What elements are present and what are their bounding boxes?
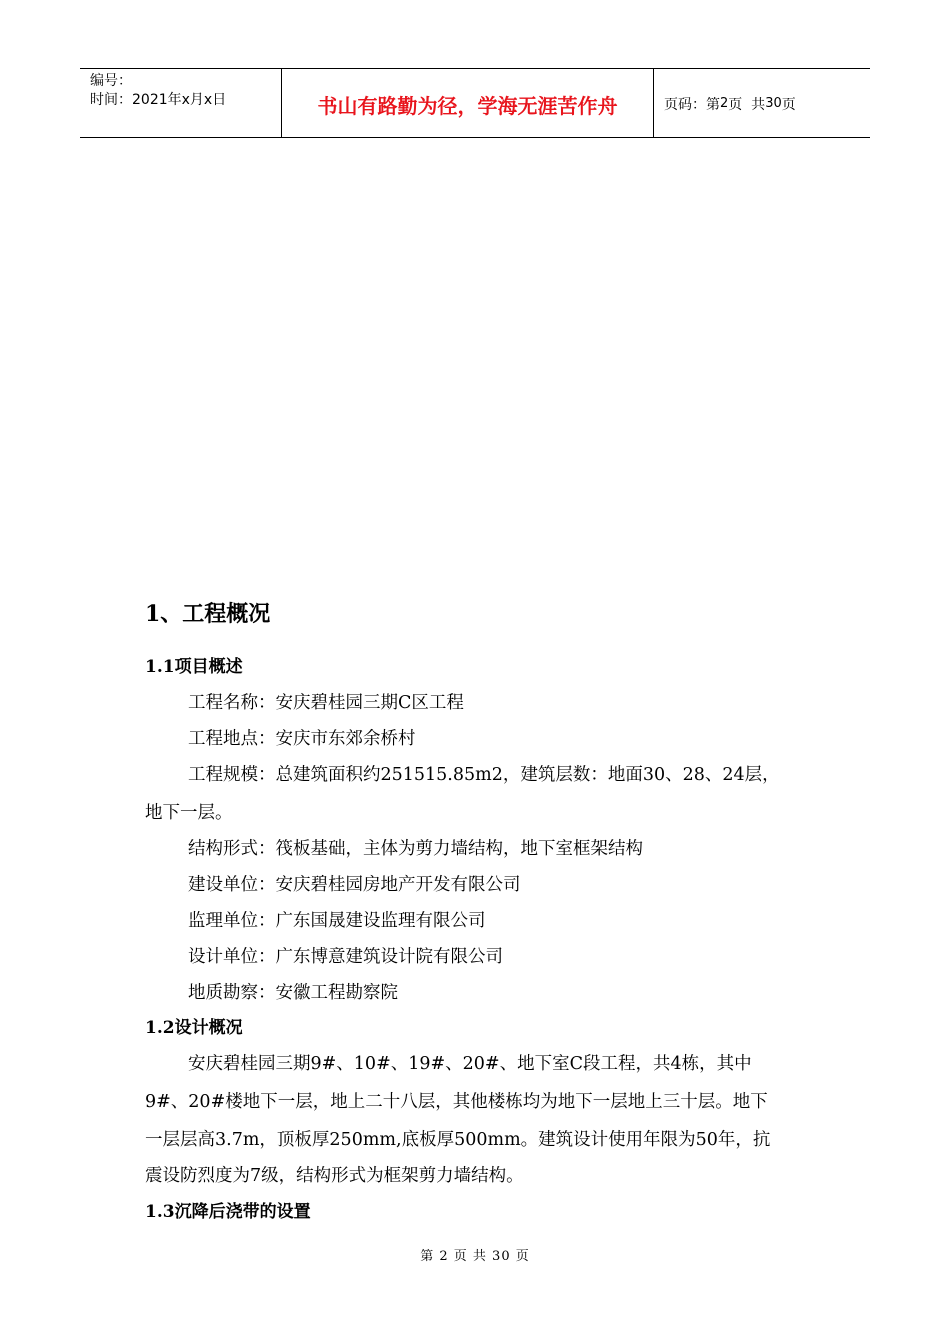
project-name: 工程名称：安庆碧桂园三期C区工程	[188, 693, 464, 713]
page-header	[80, 68, 870, 138]
design-paragraph-line: 9#、20#楼地下一层，地上二十八层，其他楼栋均为地下一层地上三十层。地下	[145, 1092, 768, 1112]
page-number: 2	[720, 96, 729, 111]
section-1-2-title: 1.2设计概况	[145, 1018, 243, 1038]
structure-form: 结构形式：筏板基础，主体为剪力墙结构，地下室框架结构	[188, 839, 643, 859]
header-meta	[80, 69, 282, 137]
project-scale-cont: 地下一层。	[145, 803, 233, 823]
page-footer: 第 2 页 共 30 页	[420, 1249, 530, 1264]
design-paragraph-line: 安庆碧桂园三期9#、10#、19#、20#、地下室C段工程，共4栋，其中	[188, 1054, 752, 1074]
document-time: 时间：2021年x月x日	[90, 92, 227, 108]
header-page-info	[654, 69, 870, 137]
project-scale: 工程规模：总建筑面积约251515.85m2，建筑层数：地面30、28、24层，	[188, 765, 780, 785]
section-1-title: 1、工程概况	[145, 601, 271, 627]
supervision-unit: 监理单位：广东国晟建设监理有限公司	[188, 911, 486, 931]
section-1-1-title: 1.1项目概述	[145, 657, 243, 677]
design-unit: 设计单位：广东博意建筑设计院有限公司	[188, 947, 503, 967]
page-prefix: 页码：第	[664, 96, 720, 113]
construction-unit: 建设单位：安庆碧桂园房地产开发有限公司	[188, 875, 521, 895]
page-mid: 页 共	[728, 96, 766, 113]
section-1-3-title: 1.3沉降后浇带的设置	[145, 1202, 311, 1222]
design-paragraph-line: 一层层高3.7m，顶板厚250mm,底板厚500mm。建筑设计使用年限为50年，抗	[145, 1130, 771, 1150]
document-number-label: 编号：	[90, 73, 132, 89]
page-suffix: 页	[781, 96, 796, 113]
project-location: 工程地点：安庆市东郊余桥村	[188, 729, 416, 749]
geological-survey: 地质勘察：安徽工程勘察院	[188, 983, 398, 1003]
header-motto: 书山有路勤为径，学海无涯苦作舟	[282, 69, 654, 137]
page-total: 30	[765, 96, 782, 111]
design-paragraph-line: 震设防烈度为7级，结构形式为框架剪力墙结构。	[145, 1166, 524, 1186]
